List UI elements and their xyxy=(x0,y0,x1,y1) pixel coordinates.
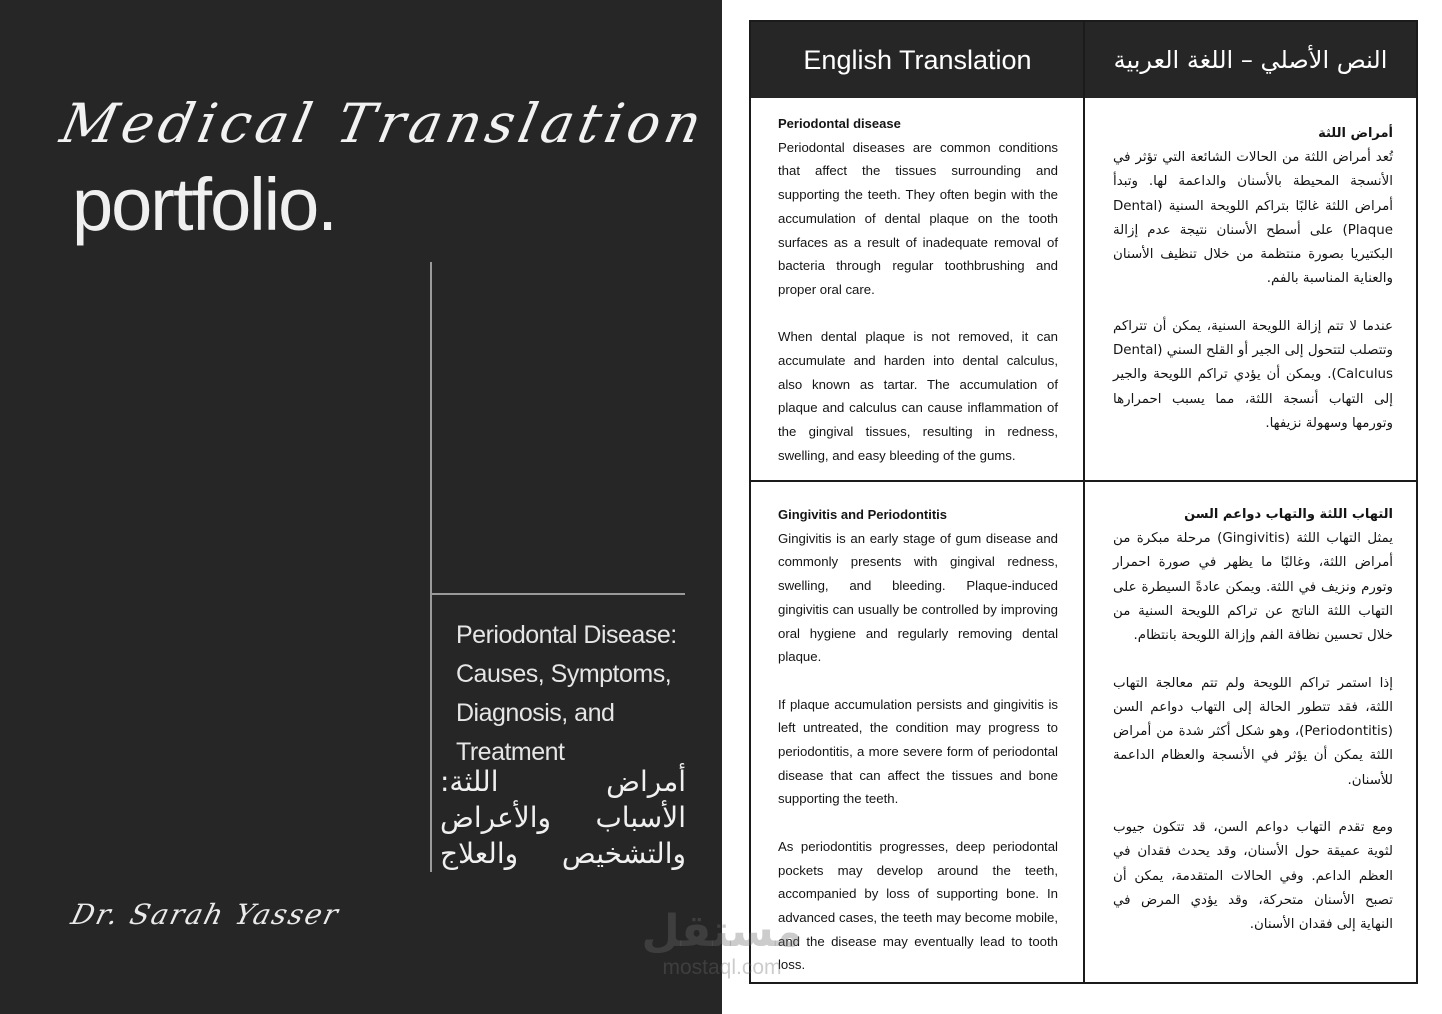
cell-paragraph: Periodontal diseases are common conditions that affect the tissues surrounding and supporting the teeth. They often begin with the accumulation of dental plaque on the tooth surfaces as a result of inadequate removal of bacteria through regular toothbrushing and proper oral care. xyxy=(778,139,1058,297)
cell-paragraph: تُعد أمراض اللثة من الحالات الشائعة التي تؤثر في الأنسجة المحيطة بالأسنان والداعمة لها. وتبدأ أمراض اللثة غالبًا بتراكم اللويحة السنية (Dental Plaque) على أسطح الأسنان نتيجة عدم إزالة البكتيريا بصورة منتظمة من خلال تنظيف الأسنان والعناية المناسبة بالفم. xyxy=(1113,150,1393,287)
cell-paragraph: When dental plaque is not removed, it can accumulate and harden into dental calculus, also known as tartar. The accumulation of plaque and calculus can cause inflammation of the gingival tissues, resulting in redness, swelling, and easy bleeding of the gums. xyxy=(778,329,1058,463)
cell-heading: أمراض اللثة xyxy=(1318,126,1393,141)
subtitle-english: Periodontal Disease: Causes, Symptoms, Diagnosis, and Treatment xyxy=(456,621,677,766)
translation-table xyxy=(749,20,1418,984)
cell-heading: التهاب اللثة والتهاب دواعم السن xyxy=(1184,507,1393,522)
watermark xyxy=(632,908,812,980)
cell-paragraph: If plaque accumulation persists and gingivitis is left untreated, the condition may progress to periodontitis, a more severe form of periodontal disease that can affect the tissues and bone supporting the teeth. xyxy=(778,696,1058,807)
cell-heading: Gingivitis and Periodontitis xyxy=(778,507,948,522)
cell-english-row-1 xyxy=(778,112,1058,491)
cell-heading: Periodontal disease xyxy=(778,116,901,131)
vertical-divider xyxy=(430,262,432,872)
cell-english-row-2 xyxy=(778,503,1058,1001)
subtitle-arabic: أمراض اللثة: الأسباب والأعراض والتشخيص والعلاج xyxy=(440,765,686,870)
cell-paragraph: إذا استمر تراكم اللويحة ولم تتم معالجة التهاب اللثة، فقد تتطور الحالة إلى التهاب دواعم السن (Periodontitis)، وهو شكل أكثر شدة من أمراض اللثة يمكن أن يؤثر في الأنسجة والعظام الداعمة للأسنان. xyxy=(1113,675,1393,788)
script-title: Medical Translation xyxy=(55,92,712,155)
cell-paragraph: Gingivitis is an early stage of gum disease and commonly presents with gingival redness, swelling, and bleeding. Plaque-induced gingivitis can usually be controlled by improving oral hygiene and regularly removing dental plaque. xyxy=(778,530,1058,665)
header-arabic: النص الأصلي – اللغة العربية xyxy=(1113,46,1388,74)
cell-arabic-row-1 xyxy=(1113,122,1393,459)
cell-paragraph: As periodontitis progresses, deep periodontal pockets may develop around the teeth, accompanied by loss of supporting bone. In advanced cases, the teeth may become mobile, and the disease may eventually lead to tooth loss. xyxy=(778,838,1058,973)
portfolio-title: portfolio. xyxy=(72,163,336,246)
author-signature: Dr. Sarah Yasser xyxy=(67,898,344,931)
cell-paragraph: ومع تقدم التهاب دواعم السن، قد تتكون جيوب لثوية عميقة حول الأسنان، وقد يحدث فقدان في العظم الداعم. وفي الحالات المتقدمة، يمكن أن تصبح الأسنان متحركة، وقد يؤدي المرض في النهاية إلى فقدان الأسنان. xyxy=(1113,820,1393,933)
cell-paragraph: يمثل التهاب اللثة (Gingivitis) مرحلة مبكرة من أمراض اللثة، وغالبًا ما يظهر في صورة احمرار وتورم ونزيف في اللثة. ويمكن عادةً السيطرة على التهاب اللثة الناتج عن تراكم اللويحة السنية من خلال تحسين نظافة الفم وإزالة اللويحة بانتظام. xyxy=(1113,531,1393,644)
column-divider xyxy=(1083,22,1085,982)
watermark-arabic: مستقل xyxy=(641,906,803,957)
cell-paragraph: عندما لا تتم إزالة اللويحة السنية، يمكن أن تتراكم وتتصلب لتتحول إلى الجير أو القلح السني (Dental Calculus). ويمكن أن يؤدي تراكم اللويحة والجير إلى التهاب أنسجة اللثة، مما يسبب احمرارها وتورمها وسهولة نزيفها. xyxy=(1113,318,1393,431)
header-english: English Translation xyxy=(803,44,1032,75)
watermark-url: mostaql.com xyxy=(662,956,782,979)
horizontal-divider xyxy=(431,593,685,595)
cell-arabic-row-2 xyxy=(1113,503,1393,961)
